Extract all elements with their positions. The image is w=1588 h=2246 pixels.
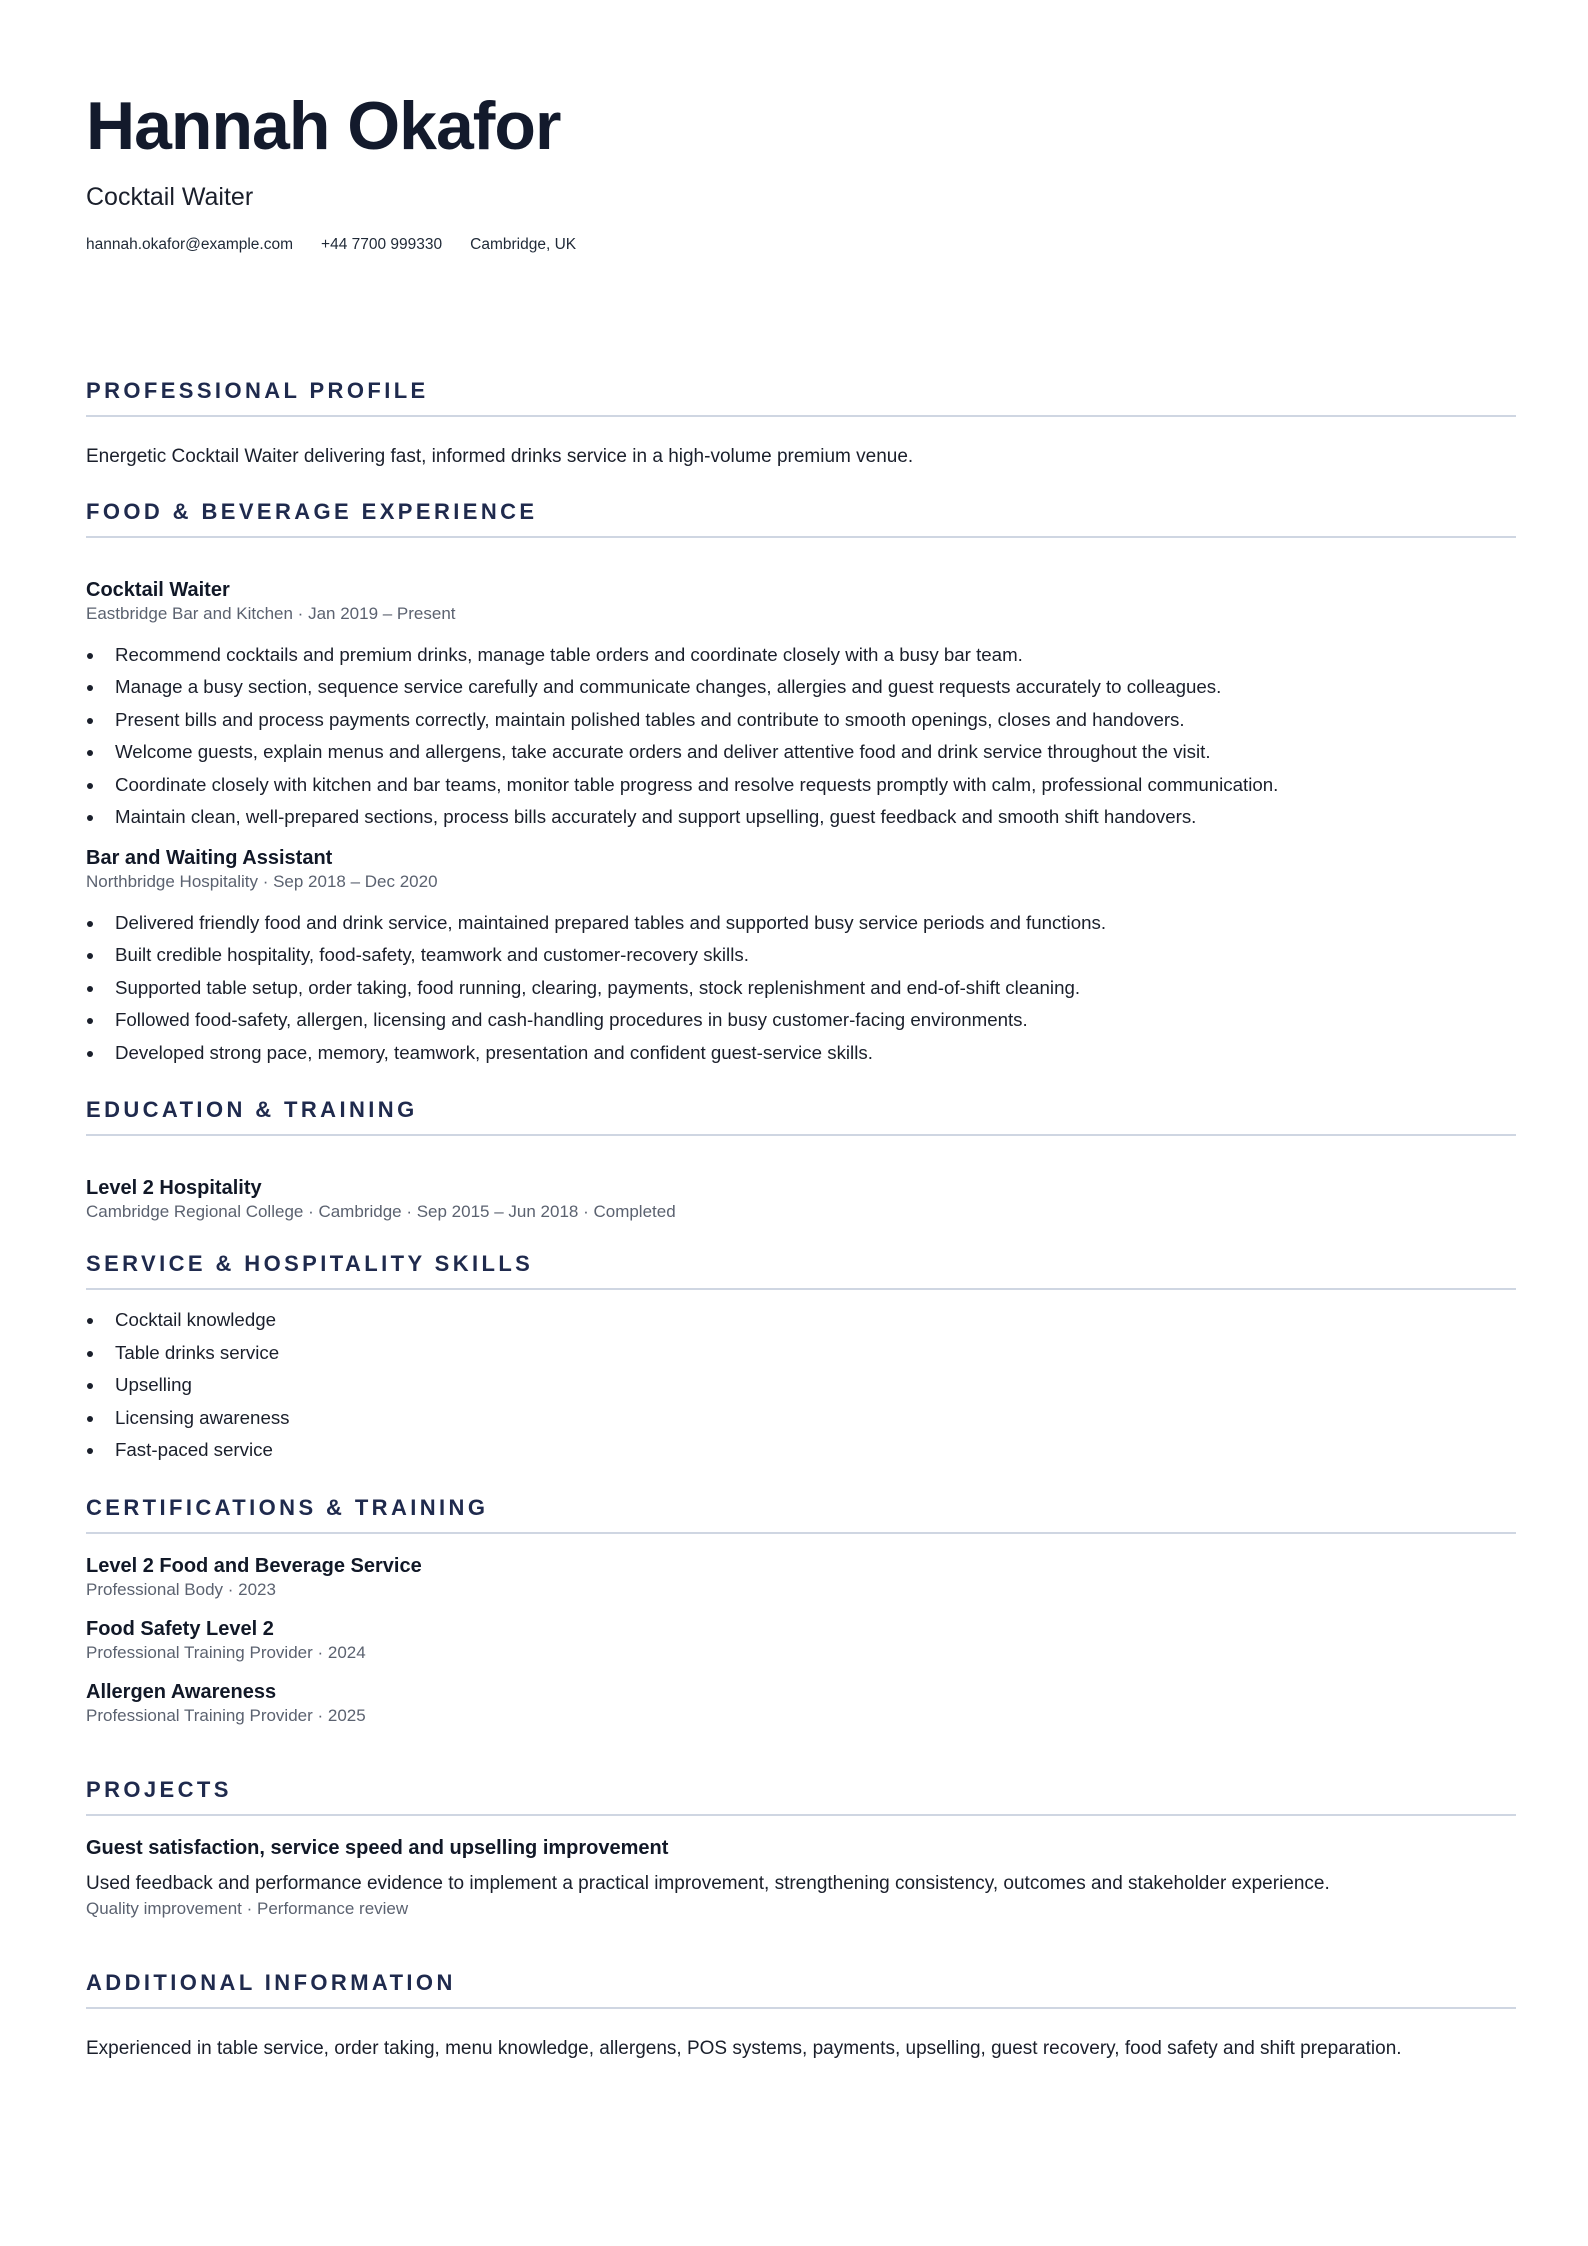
- certification-name: Allergen Awareness: [86, 1681, 277, 1704]
- project-tags: Quality improvement · Performance review: [86, 1898, 409, 1918]
- projects-section: [86, 1779, 1516, 1920]
- profile-section: [86, 380, 1516, 471]
- project-name: Guest satisfaction, service speed and upselling improvement: [86, 1837, 669, 1860]
- section-title: CERTIFICATIONS & TRAINING: [86, 1497, 1516, 1534]
- certification-name: Level 2 Food and Beverage Service: [86, 1554, 422, 1577]
- education-meta: Cambridge Regional College · Cambridge · Sep 2015 – Jun 2018 · Completed: [86, 1202, 676, 1222]
- section-title: FOOD & BEVERAGE EXPERIENCE: [86, 501, 1516, 538]
- skill-item: Cocktail knowledge: [115, 1304, 1516, 1337]
- job-entry: [86, 846, 1516, 1070]
- job-bullet: Present bills and process payments correctly, maintain polished tables and contribute to smooth openings, closes and handovers.: [115, 704, 1516, 737]
- skills-section: [86, 1253, 1516, 1467]
- section-title: PROFESSIONAL PROFILE: [86, 380, 1516, 417]
- job-bullets: [86, 639, 1516, 834]
- project-description: Used feedback and performance evidence to implement a practical improvement, strengthening consistency, outcomes and stakeholder experience.: [86, 1873, 1330, 1895]
- education-entry: [86, 1176, 1516, 1223]
- education-name: Level 2 Hospitality: [86, 1177, 262, 1200]
- section-title: SERVICE & HOSPITALITY SKILLS: [86, 1253, 1516, 1290]
- contact-line: [86, 236, 1516, 254]
- project-entry: [86, 1836, 1516, 1920]
- job-meta: Eastbridge Bar and Kitchen · Jan 2019 – Present: [86, 603, 456, 623]
- job-bullet: Maintain clean, well-prepared sections, process bills accurately and support upselling, guest feedback and smooth shift handovers.: [115, 801, 1516, 834]
- education-section: [86, 1099, 1516, 1223]
- job-bullet: Built credible hospitality, food-safety, teamwork and customer-recovery skills.: [115, 939, 1516, 972]
- job-bullet: Followed food-safety, allergen, licensing and cash-handling procedures in busy customer-facing environments.: [115, 1004, 1516, 1037]
- contact-email: hannah.okafor@example.com: [86, 236, 294, 253]
- job-bullet: Welcome guests, explain menus and allergens, take accurate orders and deliver attentive food and drink service throughout the visit.: [115, 736, 1516, 769]
- section-title: EDUCATION & TRAINING: [86, 1099, 1516, 1136]
- certification-entry: [86, 1617, 1516, 1664]
- job-bullets: [86, 907, 1516, 1070]
- candidate-name: Hannah Okafor: [86, 88, 561, 164]
- job-meta: Northbridge Hospitality · Sep 2018 – Dec 2020: [86, 871, 438, 891]
- certifications-section: [86, 1494, 1516, 1727]
- contact-location: Cambridge, UK: [470, 236, 577, 253]
- candidate-headline: Cocktail Waiter: [86, 183, 254, 211]
- job-bullet: Recommend cocktails and premium drinks, manage table orders and coordinate closely with a busy bar team.: [115, 639, 1516, 672]
- skill-item: Upselling: [115, 1369, 1516, 1402]
- job-bullet: Developed strong pace, memory, teamwork, presentation and confident guest-service skills.: [115, 1037, 1516, 1070]
- job-role: Cocktail Waiter: [86, 578, 230, 601]
- skill-item: Fast-paced service: [115, 1434, 1516, 1467]
- resume-content: [86, 88, 1516, 2062]
- job-bullet: Manage a busy section, sequence service carefully and communicate changes, allergies and guest requests accurately to colleagues.: [115, 671, 1516, 704]
- job-bullet: Coordinate closely with kitchen and bar teams, monitor table progress and resolve requests promptly with calm, professional communication.: [115, 769, 1516, 802]
- skill-item: Licensing awareness: [115, 1402, 1516, 1435]
- job-bullet: Supported table setup, order taking, food running, clearing, payments, stock replenishment and end-of-shift cleaning.: [115, 972, 1516, 1005]
- section-title: PROJECTS: [86, 1779, 1516, 1816]
- certification-name: Food Safety Level 2: [86, 1617, 274, 1640]
- skills-list: [86, 1304, 1516, 1467]
- skill-item: Table drinks service: [115, 1337, 1516, 1370]
- section-title: ADDITIONAL INFORMATION: [86, 1972, 1516, 2009]
- certification-meta: Professional Training Provider · 2024: [86, 1642, 366, 1662]
- resume-header: [86, 88, 1516, 254]
- job-bullet: Delivered friendly food and drink service, maintained prepared tables and supported busy service periods and functions.: [115, 907, 1516, 940]
- experience-section: [86, 498, 1516, 1070]
- job-entry: [86, 578, 1516, 834]
- profile-text: Energetic Cocktail Waiter delivering fast, informed drinks service in a high-volume premium venue.: [86, 446, 914, 467]
- certification-meta: Professional Body · 2023: [86, 1579, 276, 1599]
- certification-meta: Professional Training Provider · 2025: [86, 1706, 366, 1726]
- contact-phone: +44 7700 999330: [321, 236, 443, 253]
- certification-entry: [86, 1554, 1516, 1601]
- additional-text: Experienced in table service, order taking, menu knowledge, allergens, POS systems, payments, upselling, guest recovery, food safety and shift preparation.: [86, 2037, 1402, 2059]
- certification-entry: [86, 1680, 1516, 1727]
- job-role: Bar and Waiting Assistant: [86, 846, 333, 869]
- additional-section: [86, 1969, 1516, 2063]
